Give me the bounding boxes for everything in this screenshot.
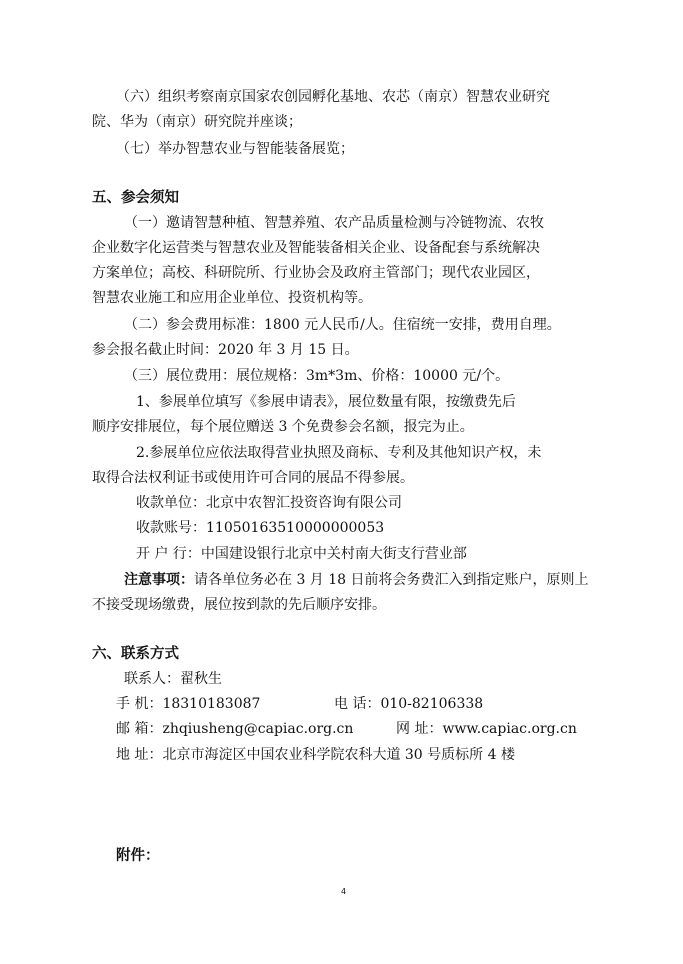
attachment-label: 附件： <box>116 848 160 864</box>
email: 邮 箱：zhqiusheng@capiac.org.cn <box>116 721 354 737</box>
contact-person: 联系人：翟秋生 <box>124 671 222 687</box>
notice-2-line-2: 参会报名截止时间：2020 年 3 月 15 日。 <box>92 342 359 358</box>
notice-3: （三）展位费用：展位规格：3m*3m、价格：10000 元/个。 <box>124 368 510 384</box>
payee: 收款单位：北京中农智汇投资咨询有限公司 <box>136 495 402 511</box>
exhibit-rule-1-line-1: 1、参展单位填写《参展申请表》，展位数量有限，按缴费先后 <box>136 394 516 410</box>
bank: 开 户 行：中国建设银行北京中关村南大街支行营业部 <box>136 546 467 562</box>
note-label: 注意事项： <box>124 572 194 588</box>
item-6-line-2: 院、华为（南京）研究院并座谈； <box>92 114 302 130</box>
notice-1-line-2: 企业数字化运营类与智慧农业及智能装备相关企业、设备配套与系统解决 <box>92 240 540 256</box>
notice-2-line-1: （二）参会费用标准：1800 元人民币/人。住宿统一安排，费用自理。 <box>124 317 561 333</box>
exhibit-rule-1-line-2: 顺序安排展位，每个展位赠送 3 个免费参会名额，报完为止。 <box>92 419 474 435</box>
item-7: （七）举办智慧农业与智能装备展览； <box>116 141 354 157</box>
section-6-heading: 六、联系方式 <box>92 646 179 662</box>
notice-1-line-4: 智慧农业施工和应用企业单位、投资机构等。 <box>92 290 372 306</box>
address: 地 址：北京市海淀区中国农业科学院农科大道 30 号质标所 4 楼 <box>116 747 515 763</box>
mobile: 手 机：18310183087 <box>116 696 261 712</box>
item-6-line-1: （六）组织考察南京国家农创园孵化基地、农芯（南京）智慧农业研究 <box>116 89 550 105</box>
account-number: 收款账号：11050163510000000053 <box>136 520 385 536</box>
section-5-heading: 五、参会须知 <box>92 190 179 206</box>
notice-1-line-3: 方案单位；高校、科研院所、行业协会及政府主管部门；现代农业园区， <box>92 265 540 281</box>
page-number: 4 <box>341 887 347 896</box>
notice-1-line-1: （一）邀请智慧种植、智慧养殖、农产品质量检测与冷链物流、农牧 <box>124 215 544 231</box>
exhibit-rule-2-line-2: 取得合法权利证书或使用许可合同的展品不得参展。 <box>92 470 414 486</box>
note-line-1 <box>124 571 589 589</box>
website: 网 址：www.capiac.org.cn <box>396 721 577 737</box>
note-line-2: 不接受现场缴费，展位按到款的先后顺序安排。 <box>92 597 386 613</box>
phone: 电 话：010-82106338 <box>334 696 484 712</box>
note-text: 请各单位务必在 3 月 18 日前将会务费汇入到指定账户，原则上 <box>194 572 589 588</box>
exhibit-rule-2-line-1: 2.参展单位应依法取得营业执照及商标、专利及其他知识产权，未 <box>136 445 542 461</box>
